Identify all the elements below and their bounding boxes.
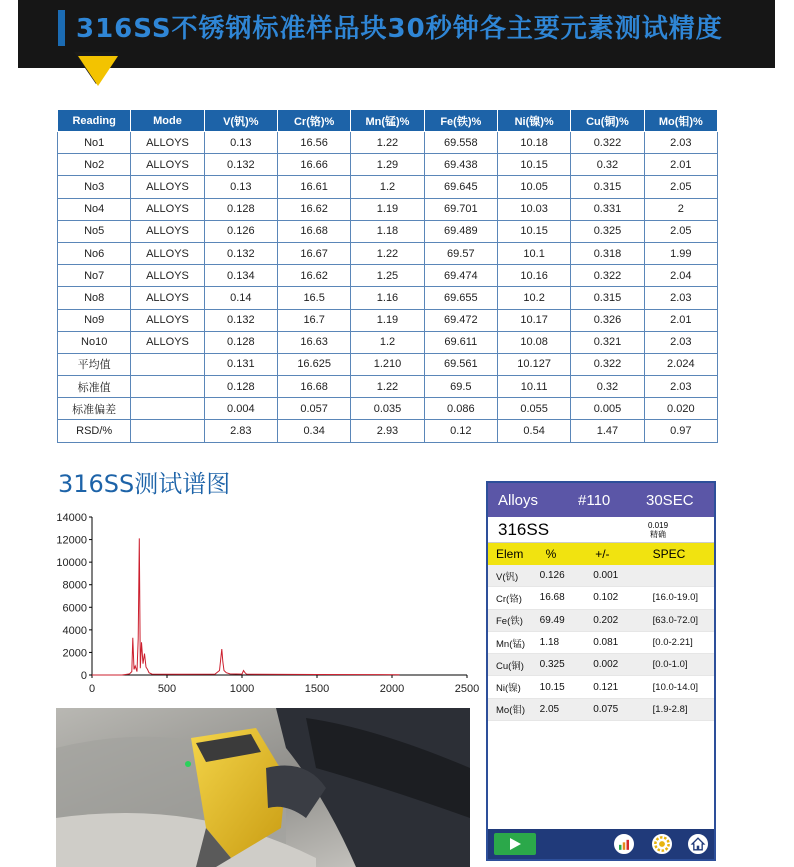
device-error: 0.002 (593, 659, 619, 671)
table-cell: 0.086 (424, 398, 497, 420)
table-cell: 10.2 (497, 287, 570, 309)
table-cell: 0.035 (351, 398, 424, 420)
table-cell: 2.03 (644, 132, 717, 154)
device-elem: Ni(镍) (496, 683, 521, 695)
table-cell: 0.13 (204, 132, 277, 154)
table-cell: 69.558 (424, 132, 497, 154)
x-tick-label: 1500 (304, 683, 330, 695)
table-row (58, 198, 718, 220)
device-elem: Fe(铁) (496, 616, 523, 628)
y-tick-label: 10000 (56, 557, 87, 570)
column-header: Fe(铁)% (424, 110, 497, 132)
device-spec: [1.9-2.8] (652, 703, 688, 715)
device-percent: 2.05 (539, 703, 560, 715)
x-tick-label: 1000 (229, 683, 255, 695)
column-header: Mo(钼)% (644, 110, 717, 132)
table-cell: 16.61 (277, 176, 350, 198)
table-cell: 69.655 (424, 287, 497, 309)
table-cell: 16.63 (277, 331, 350, 353)
device-mode: Alloys (498, 491, 539, 509)
table-row (58, 176, 718, 198)
table-cell: 0.34 (277, 420, 350, 442)
header-banner (18, 0, 775, 68)
table-cell: 0.055 (497, 398, 570, 420)
device-col-error: +/- (595, 547, 610, 561)
table-cell: 2.05 (644, 220, 717, 242)
table-cell: ALLOYS (131, 176, 204, 198)
table-cell: 0.13 (204, 176, 277, 198)
device-match (648, 521, 668, 539)
table-cell: ALLOYS (131, 132, 204, 154)
home-icon[interactable] (686, 832, 710, 856)
device-error: 0.102 (593, 592, 619, 604)
column-header: V(钒)% (204, 110, 277, 132)
table-cell (131, 420, 204, 442)
device-elem: Cu(铜) (496, 660, 524, 672)
table-cell: ALLOYS (131, 287, 204, 309)
table-cell: 10.127 (497, 353, 570, 375)
title-accent-bar (58, 10, 65, 46)
table-cell: 0.54 (497, 420, 570, 442)
table-cell: 0.331 (571, 198, 644, 220)
table-cell: 1.22 (351, 132, 424, 154)
table-cell: 1.210 (351, 353, 424, 375)
table-cell: 2.04 (644, 265, 717, 287)
table-cell: 0.318 (571, 242, 644, 264)
table-row (58, 265, 718, 287)
device-error: 0.075 (593, 703, 619, 715)
spectrum-line (92, 538, 400, 675)
table-cell: 0.32 (571, 376, 644, 398)
table-cell: 0.325 (571, 220, 644, 242)
device-percent: 0.325 (539, 659, 565, 671)
precision-table (57, 109, 718, 443)
table-cell: 0.004 (204, 398, 277, 420)
device-elem: Mo(钼) (496, 705, 526, 717)
table-row (58, 132, 718, 154)
device-elem: Cr(铬) (496, 593, 522, 605)
y-tick-label: 0 (80, 670, 87, 682)
y-tick-label: 12000 (56, 534, 87, 547)
table-cell: 1.2 (351, 176, 424, 198)
table-cell: 69.611 (424, 331, 497, 353)
table-cell: 0.322 (571, 265, 644, 287)
analyzer-screen (486, 481, 716, 861)
column-header: Mn(锰)% (351, 110, 424, 132)
device-element-row (488, 565, 714, 587)
table-cell: 1.25 (351, 265, 424, 287)
table-cell: 69.645 (424, 176, 497, 198)
device-element-list (488, 565, 714, 721)
table-cell: 标准值 (58, 376, 131, 398)
table-cell: 标准偏差 (58, 398, 131, 420)
device-spec: [0.0-1.0] (652, 659, 688, 671)
table-cell: No2 (58, 154, 131, 176)
table-cell: 1.47 (571, 420, 644, 442)
device-percent: 69.49 (539, 614, 565, 626)
table-cell: 69.5 (424, 376, 497, 398)
table-cell: 2.01 (644, 154, 717, 176)
table-cell: ALLOYS (131, 154, 204, 176)
table-cell: 2.83 (204, 420, 277, 442)
table-cell: ALLOYS (131, 242, 204, 264)
device-column-header (488, 543, 714, 565)
table-row (58, 376, 718, 398)
analyzer-photo (56, 708, 470, 867)
device-header (488, 483, 714, 517)
column-header: Mode (131, 110, 204, 132)
table-cell: 1.19 (351, 198, 424, 220)
device-error: 0.121 (593, 681, 619, 693)
table-cell: 0.134 (204, 265, 277, 287)
chart-title: 316SS测试谱图 (58, 470, 231, 498)
table-cell: 0.128 (204, 331, 277, 353)
table-cell: 1.18 (351, 220, 424, 242)
device-element-row (488, 676, 714, 698)
table-cell: 2.01 (644, 309, 717, 331)
table-cell: No6 (58, 242, 131, 264)
table-cell: 16.56 (277, 132, 350, 154)
table-row (58, 398, 718, 420)
table-cell: 16.62 (277, 198, 350, 220)
table-cell: ALLOYS (131, 265, 204, 287)
table-cell: 0.315 (571, 287, 644, 309)
table-cell: 10.15 (497, 220, 570, 242)
table-cell: 10.17 (497, 309, 570, 331)
table-cell: 0.315 (571, 176, 644, 198)
chevron-down-icon (78, 56, 118, 86)
table-row (58, 420, 718, 442)
device-percent: 10.15 (539, 681, 565, 693)
table-cell: 2.024 (644, 353, 717, 375)
device-element-row (488, 610, 714, 632)
spectrum-chart (50, 505, 480, 705)
table-cell: 2.93 (351, 420, 424, 442)
table-cell: 69.438 (424, 154, 497, 176)
table-cell: 1.99 (644, 242, 717, 264)
table-cell: 10.1 (497, 242, 570, 264)
table-cell (131, 376, 204, 398)
device-alloy-name: 316SS (498, 519, 550, 539)
table-cell: 2.03 (644, 376, 717, 398)
table-cell: 69.57 (424, 242, 497, 264)
table-cell: No7 (58, 265, 131, 287)
table-cell: 0.321 (571, 331, 644, 353)
device-error: 0.202 (593, 614, 619, 626)
table-cell: 10.11 (497, 376, 570, 398)
column-header: Cu(铜)% (571, 110, 644, 132)
device-error: 0.081 (593, 637, 619, 649)
table-cell: 10.16 (497, 265, 570, 287)
table-row (58, 353, 718, 375)
chart-icon[interactable] (612, 832, 636, 856)
table-cell: 16.7 (277, 309, 350, 331)
table-cell: 16.68 (277, 220, 350, 242)
table-cell (131, 353, 204, 375)
device-duration: 30SEC (646, 491, 694, 509)
table-cell: 16.68 (277, 376, 350, 398)
table-cell: 10.08 (497, 331, 570, 353)
x-tick-label: 2000 (379, 683, 405, 695)
x-tick-label: 0 (88, 683, 96, 695)
column-header: Reading (58, 110, 131, 132)
table-cell: No4 (58, 198, 131, 220)
table-cell: 1.19 (351, 309, 424, 331)
device-spec: [63.0-72.0] (652, 614, 699, 626)
x-tick-label: 500 (157, 683, 177, 695)
device-match-label: 精确 (650, 529, 667, 539)
device-element-row (488, 699, 714, 721)
table-cell: ALLOYS (131, 309, 204, 331)
table-cell: 0.057 (277, 398, 350, 420)
table-cell: 16.62 (277, 265, 350, 287)
table-cell: 2 (644, 198, 717, 220)
table-cell: 0.126 (204, 220, 277, 242)
table-row (58, 309, 718, 331)
table-cell: 0.128 (204, 376, 277, 398)
device-col-percent: % (545, 547, 557, 561)
table-cell: 16.5 (277, 287, 350, 309)
device-footer-toolbar (488, 829, 714, 859)
table-cell: ALLOYS (131, 220, 204, 242)
x-tick-label: 2500 (454, 683, 480, 695)
gear-icon[interactable] (650, 832, 674, 856)
play-icon[interactable] (494, 833, 536, 855)
table-cell: No8 (58, 287, 131, 309)
table-cell: 0.005 (571, 398, 644, 420)
table-cell: 0.132 (204, 242, 277, 264)
table-cell: 69.474 (424, 265, 497, 287)
table-cell: 69.561 (424, 353, 497, 375)
table-cell: 0.12 (424, 420, 497, 442)
table-cell: 0.322 (571, 132, 644, 154)
device-element-row (488, 632, 714, 654)
y-tick-label: 6000 (62, 602, 87, 615)
table-cell: 2.03 (644, 287, 717, 309)
table-row (58, 220, 718, 242)
table-cell: 1.16 (351, 287, 424, 309)
y-tick-label: 14000 (56, 512, 87, 524)
table-cell: 0.132 (204, 309, 277, 331)
table-cell: 10.18 (497, 132, 570, 154)
table-cell: 0.132 (204, 154, 277, 176)
table-cell: 69.489 (424, 220, 497, 242)
table-cell: 0.131 (204, 353, 277, 375)
table-row (58, 287, 718, 309)
table-cell: 1.2 (351, 331, 424, 353)
table-cell (131, 398, 204, 420)
device-elem: Mn(锰) (496, 638, 526, 650)
device-match-value: 0.019 (648, 520, 669, 530)
device-test-number: #110 (578, 491, 611, 509)
device-result-line (488, 517, 714, 543)
table-cell: 10.03 (497, 198, 570, 220)
device-spec: [16.0-19.0] (652, 592, 699, 604)
y-tick-label: 8000 (62, 579, 87, 592)
table-cell: No1 (58, 132, 131, 154)
device-percent: 1.18 (539, 637, 560, 649)
device-col-elem: Elem (496, 547, 524, 561)
table-cell: No5 (58, 220, 131, 242)
table-cell: 16.66 (277, 154, 350, 176)
table-cell: 10.15 (497, 154, 570, 176)
column-header: Cr(铬)% (277, 110, 350, 132)
table-cell: 0.128 (204, 198, 277, 220)
table-cell: 0.020 (644, 398, 717, 420)
table-cell: 0.14 (204, 287, 277, 309)
table-cell: 16.67 (277, 242, 350, 264)
device-spec: [10.0-14.0] (652, 681, 699, 693)
page-title: 316SS不锈钢标准样品块30秒钟各主要元素测试精度 (76, 14, 723, 44)
table-cell: No3 (58, 176, 131, 198)
device-element-row (488, 654, 714, 676)
y-tick-label: 2000 (62, 647, 87, 660)
table-cell: 0.326 (571, 309, 644, 331)
device-error: 0.001 (593, 570, 619, 582)
table-cell: 69.472 (424, 309, 497, 331)
table-row (58, 242, 718, 264)
table-row (58, 154, 718, 176)
table-cell: 1.22 (351, 376, 424, 398)
table-cell: No10 (58, 331, 131, 353)
table-cell: RSD/% (58, 420, 131, 442)
table-cell: 0.32 (571, 154, 644, 176)
table-cell: 2.03 (644, 331, 717, 353)
table-header-row (58, 110, 718, 132)
table-cell: 69.701 (424, 198, 497, 220)
table-cell: 1.29 (351, 154, 424, 176)
table-row (58, 331, 718, 353)
table-cell: 2.05 (644, 176, 717, 198)
column-header: Ni(镍)% (497, 110, 570, 132)
table-cell: 0.322 (571, 353, 644, 375)
table-cell: 10.05 (497, 176, 570, 198)
table-cell: No9 (58, 309, 131, 331)
table-cell: 平均值 (58, 353, 131, 375)
y-tick-label: 4000 (62, 624, 87, 637)
device-percent: 16.68 (539, 592, 565, 604)
table-body (58, 132, 718, 443)
table-cell: 1.22 (351, 242, 424, 264)
device-percent: 0.126 (539, 570, 565, 582)
table-cell: ALLOYS (131, 198, 204, 220)
device-spec: [0.0-2.21] (652, 637, 693, 649)
table-cell: 0.97 (644, 420, 717, 442)
table-cell: 16.625 (277, 353, 350, 375)
device-element-row (488, 587, 714, 609)
device-elem: V(钒) (496, 571, 519, 583)
device-col-spec: SPEC (652, 547, 686, 561)
table-cell: ALLOYS (131, 331, 204, 353)
